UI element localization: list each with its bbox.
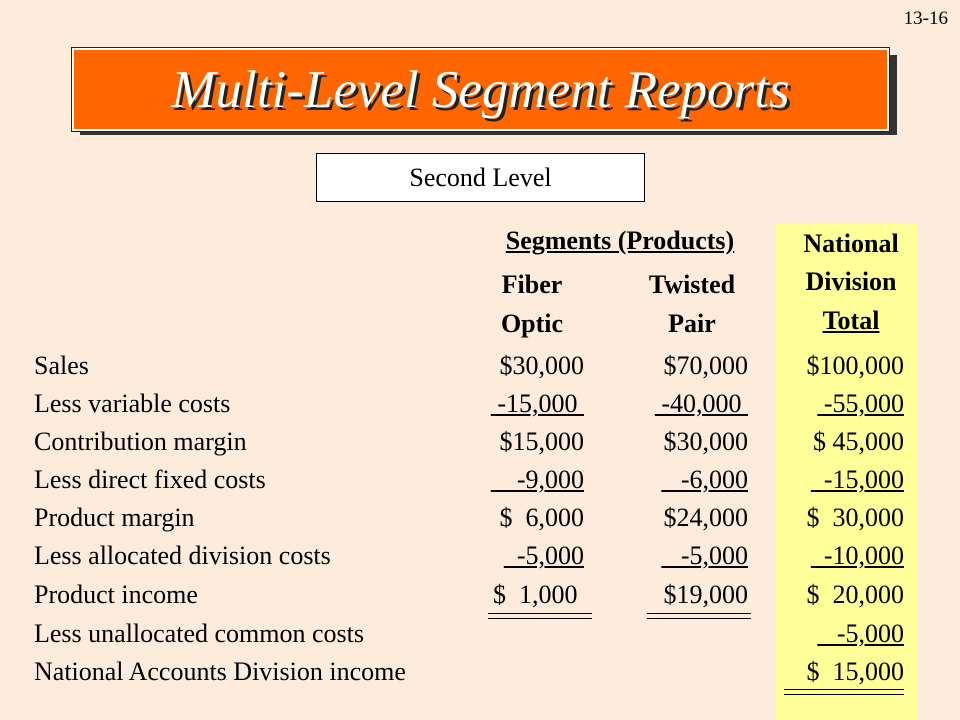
row-label: Less variable costs [34, 389, 231, 418]
segments-header: Segments (Products) [505, 226, 735, 255]
title-banner [72, 48, 889, 131]
twisted-pair-value: -5,000 [661, 541, 748, 570]
row-label: Product margin [34, 503, 195, 532]
slide-number: 13-16 [903, 8, 948, 29]
division-total-value: -55,000 [817, 389, 904, 418]
twisted-pair-header-line1: Twisted [648, 270, 736, 299]
division-total-value: $ 15,000 [806, 657, 904, 686]
fiber-optic-value: -9,000 [490, 465, 584, 494]
row-label: Sales [34, 351, 89, 380]
twisted-pair-value: $70,000 [663, 351, 748, 380]
fiber-optic-header-line2: Optic [500, 309, 564, 338]
division-total-value: $ 45,000 [813, 427, 904, 456]
division-total-value: $100,000 [806, 351, 904, 380]
twisted-pair-value: $30,000 [663, 427, 748, 456]
division-total-value: $ 30,000 [806, 503, 904, 532]
fiber-optic-header-line1: Fiber [501, 270, 563, 299]
subtitle-label: Second Level [409, 162, 552, 192]
double-underline [647, 613, 751, 619]
fiber-optic-value: $15,000 [499, 427, 584, 456]
subtitle-box [316, 153, 645, 202]
twisted-pair-value: -6,000 [661, 465, 748, 494]
double-underline [488, 613, 592, 619]
division-total-value: -5,000 [817, 619, 904, 648]
double-underline [784, 689, 904, 695]
slide-title: Multi-Level Segment Reports [171, 60, 790, 119]
row-label: Contribution margin [34, 427, 247, 456]
fiber-optic-value: $ 1,000 [493, 580, 584, 609]
row-label: Product income [34, 580, 198, 609]
division-total-value: $ 20,000 [806, 580, 904, 609]
row-label: Less allocated division costs [34, 541, 331, 570]
total-header-line1: National [803, 229, 899, 258]
total-header-line2: Division [805, 267, 897, 296]
fiber-optic-value: -15,000 [490, 389, 584, 418]
row-label: Less unallocated common costs [34, 619, 364, 648]
fiber-optic-value: $30,000 [499, 351, 584, 380]
twisted-pair-value: -40,000 [654, 389, 748, 418]
total-header-line3: Total [822, 306, 880, 335]
division-total-value: -15,000 [810, 465, 904, 494]
fiber-optic-value: -5,000 [503, 541, 584, 570]
twisted-pair-value: $24,000 [663, 503, 748, 532]
division-total-value: -10,000 [810, 541, 904, 570]
twisted-pair-value: $19,000 [663, 580, 748, 609]
row-label: National Accounts Division income [34, 657, 406, 686]
row-label: Less direct fixed costs [34, 465, 266, 494]
fiber-optic-value: $ 6,000 [499, 503, 584, 532]
twisted-pair-header-line2: Pair [668, 309, 716, 338]
